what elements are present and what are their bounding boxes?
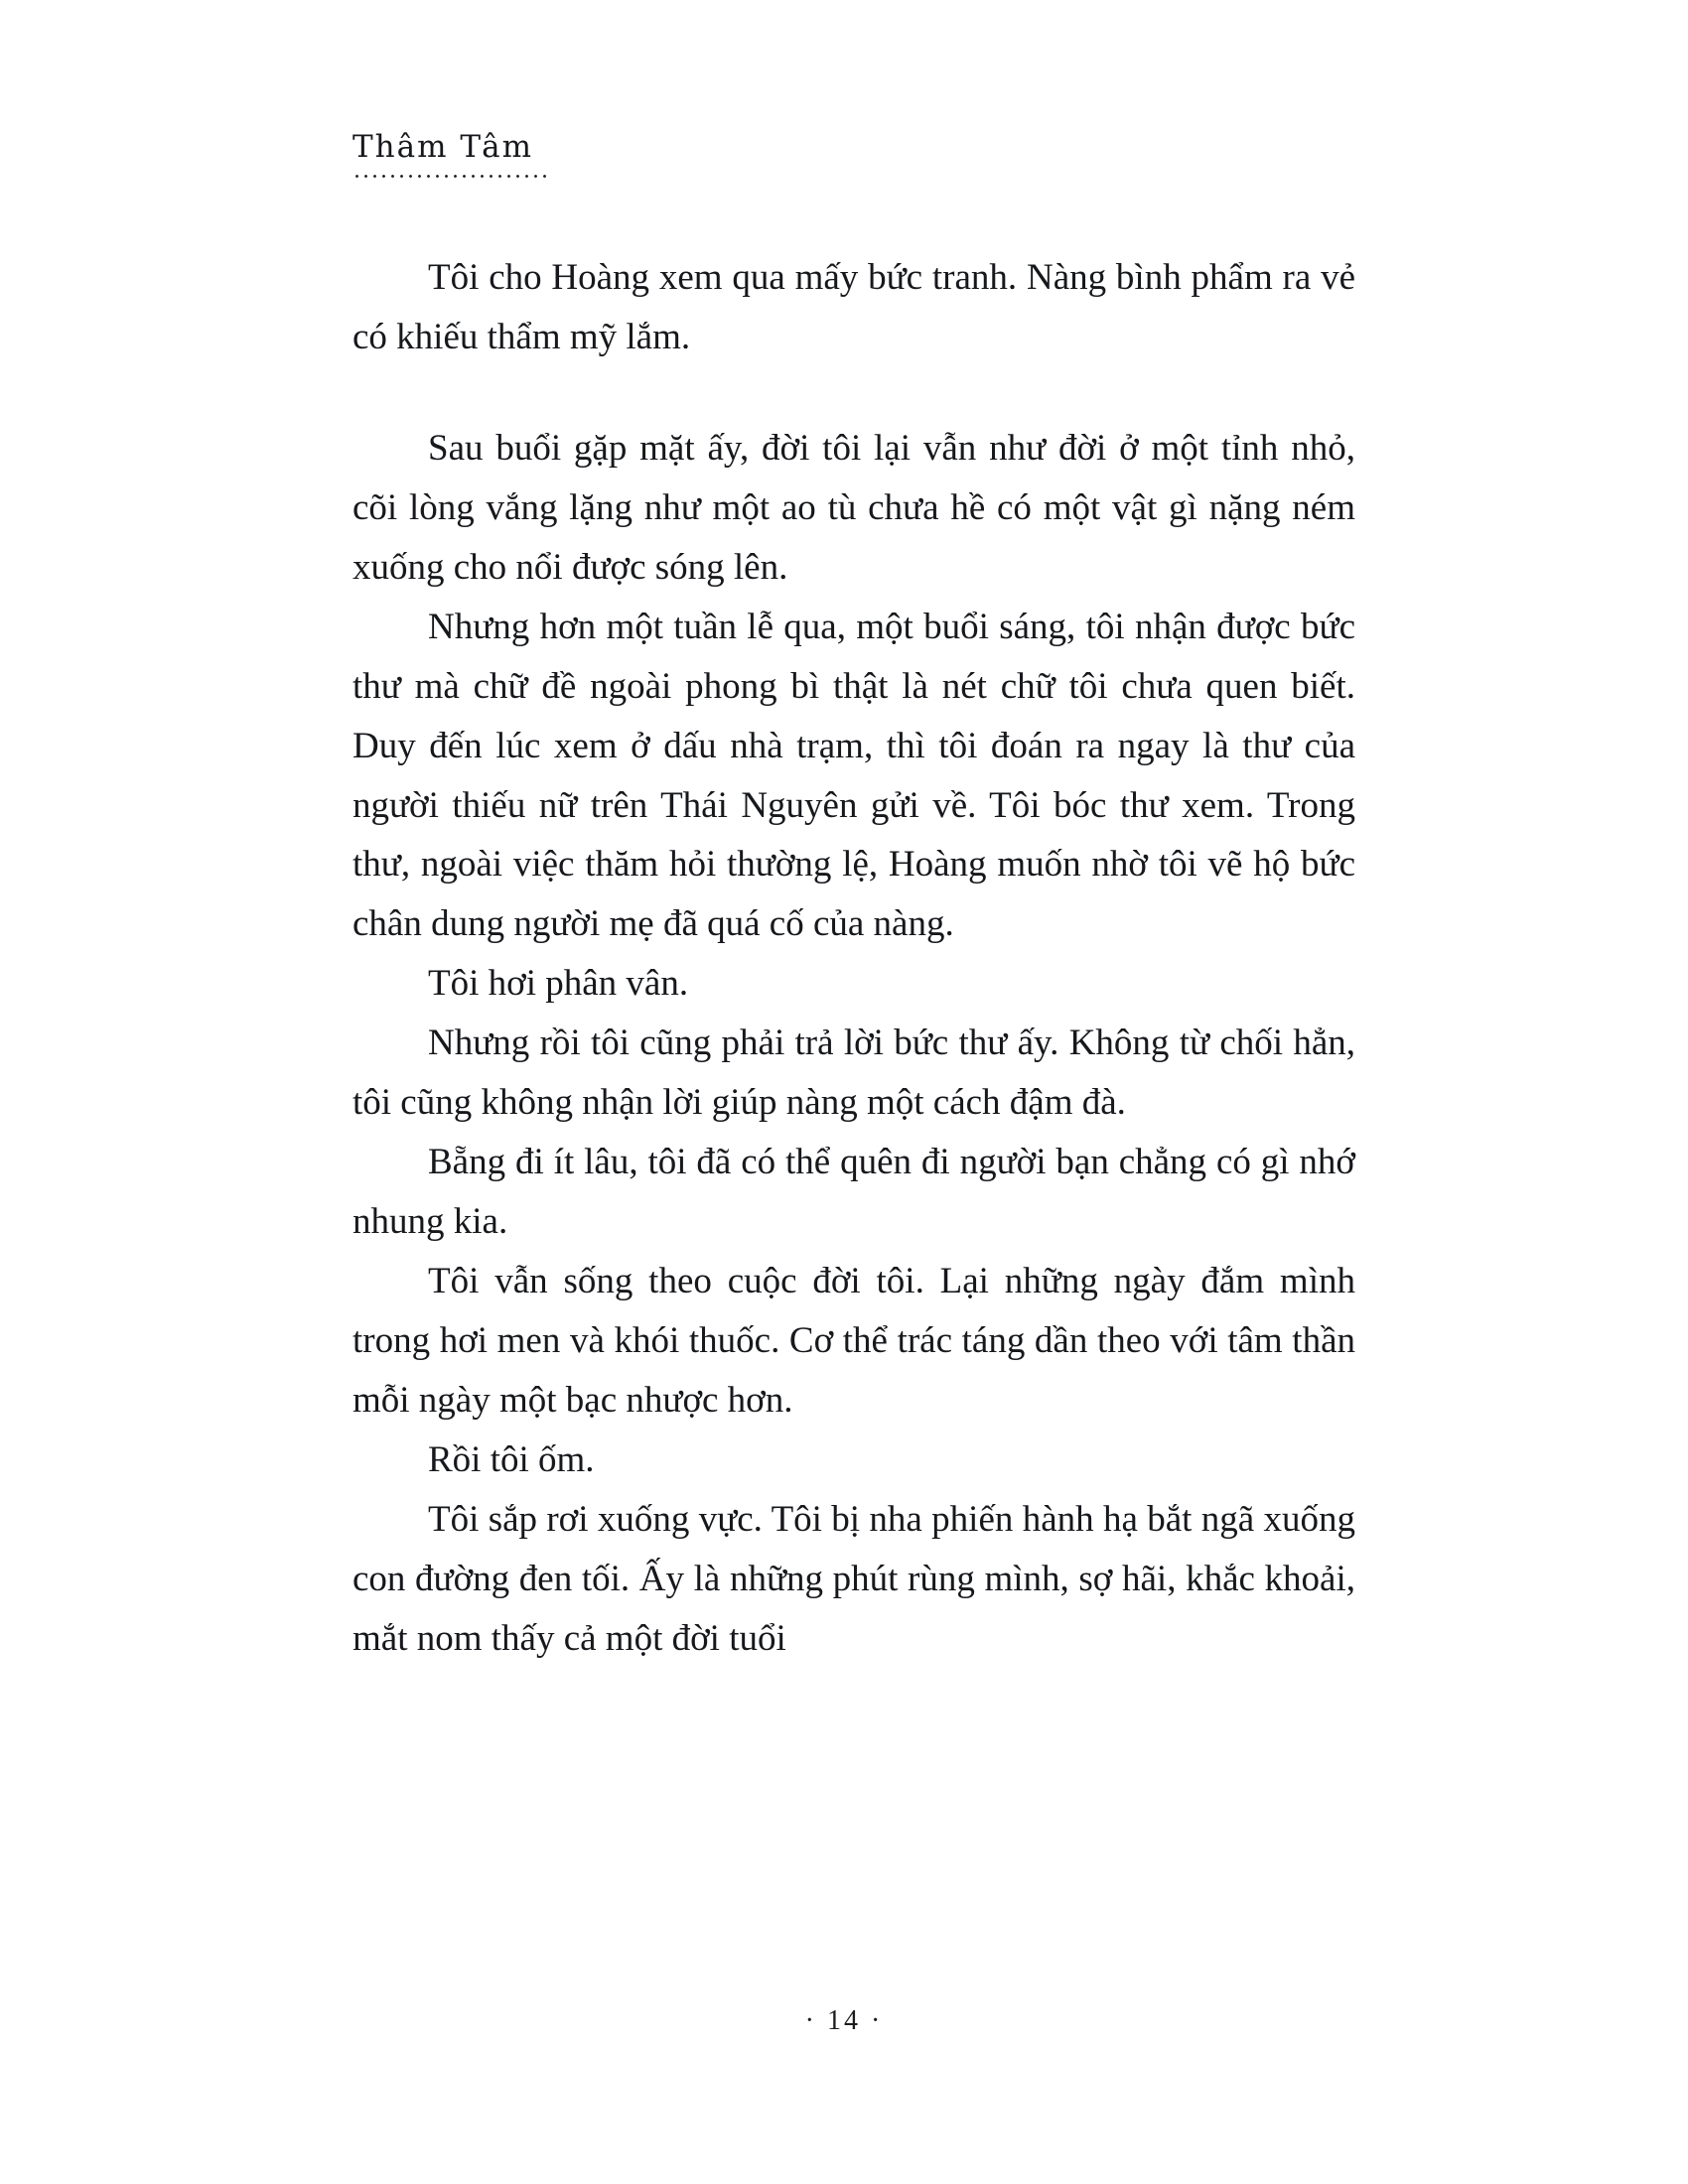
paragraph: Tôi sắp rơi xuống vực. Tôi bị nha phiến hành hạ bắt ngã xuống con đường đen tối. Ấy là những phút rùng mình, sợ hãi, khắc khoải, mắt nom thấy cả một đời tuổi [352,1498,1355,1659]
paragraph: Tôi vẫn sống theo cuộc đời tôi. Lại những ngày đắm mình trong hơi men và khói thuốc. Cơ thể trác táng dần theo với tâm thần mỗi ngày một bạc nhược hơn. [352,1261,1355,1421]
paragraph: Tôi hơi phân vân. [428,963,689,1005]
header-dotted-rule [352,169,551,178]
paragraph: Tôi cho Hoàng xem qua mấy bức tranh. Nàng bình phẩm ra vẻ có khiếu thẩm mỹ lắm. [352,257,1355,357]
page-body [352,248,1355,1669]
page-header [352,129,1345,178]
page-number: · 14 · [804,2005,884,2036]
paragraph: Rồi tôi ốm. [428,1438,595,1480]
paragraph: Bẵng đi ít lâu, tôi đã có thể quên đi người bạn chẳng có gì nhớ nhung kia. [352,1142,1355,1243]
paragraph: Nhưng hơn một tuần lễ qua, một buổi sáng, tôi nhận được bức thư mà chữ đề ngoài phong bì thật là nét chữ tôi chưa quen biết. Duy đến lúc xem ở dấu nhà trạm, thì tôi đoán ra ngay là thư của người thiếu nữ trên Thái Nguyên gửi về. Tôi bóc thư xem. Trong thư, ngoài việc thăm hỏi thường lệ, Hoàng muốn nhờ tôi vẽ hộ bức chân dung người mẹ đã quá cố của nàng. [352,606,1355,945]
running-head-author: Thâm Tâm [352,129,534,165]
paragraph: Nhưng rồi tôi cũng phải trả lời bức thư ấy. Không từ chối hẳn, tôi cũng không nhận lời giúp nàng một cách đậm đà. [352,1023,1355,1124]
paragraph: Sau buổi gặp mặt ấy, đời tôi lại vẫn như đời ở một tỉnh nhỏ, cõi lòng vắng lặng như một ao tù chưa hề có một vật gì nặng ném xuống cho nổi được sóng lên. [352,427,1355,588]
